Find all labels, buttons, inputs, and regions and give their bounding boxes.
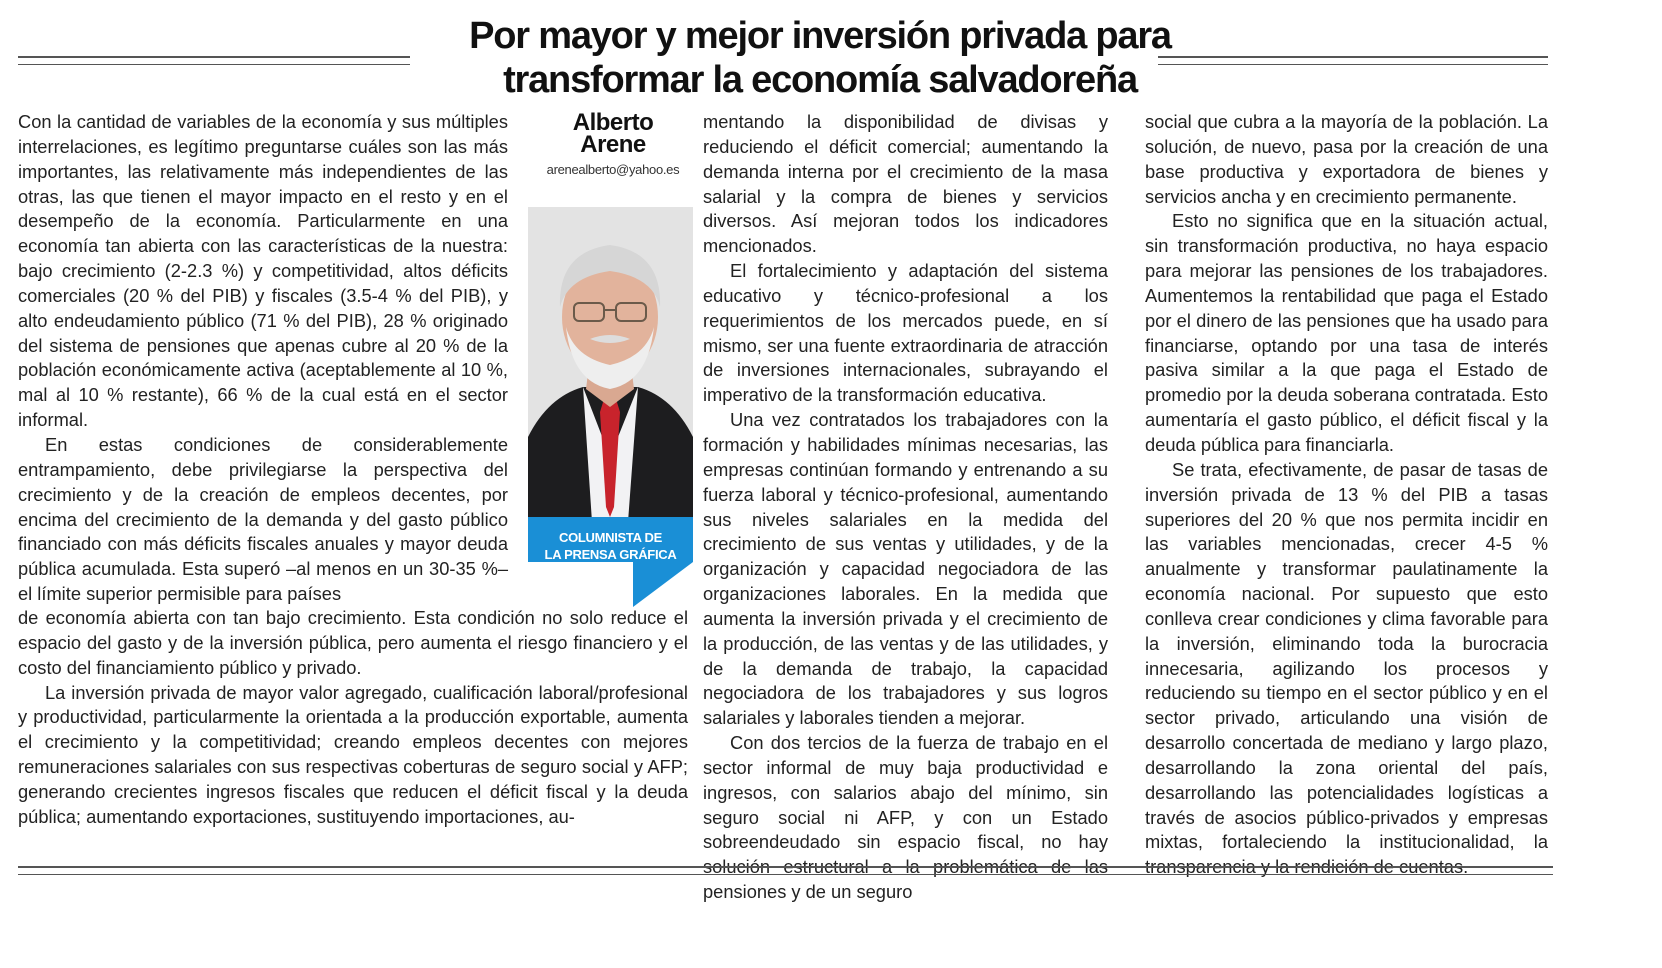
author-email: arenealberto@yahoo.es — [546, 162, 680, 177]
author-name — [528, 109, 698, 158]
column-1-bottom — [18, 606, 688, 830]
badge-text — [528, 529, 693, 563]
author-last-name: Arene — [580, 131, 646, 158]
paragraph: Una vez contratados los trabajadores con la formación y habilidades mínimas necesarias, las empresas continúan formando y entrenando a su fuerza laboral y técnico-profesional, aumentando sus niveles salariales en la medida del crecimiento de sus ventas y utilidades, y de la organización y capacidad negociadora de las organizaciones laborales. En la medida que aumenta la inversión privada y el crecimiento de la producción, de las ventas y de las utilidades, y de la demanda de trabajo, la capacidad negociadora de los trabajadores y sus logros salariales y laborales tienden a mejorar. — [703, 409, 1108, 729]
badge-line-2: LA PRENSA GRÁFICA — [544, 547, 677, 562]
paragraph: Esto no significa que en la situación actual, sin transformación productiva, no haya espacio para mejorar las pensiones de los trabajadores. Aumentemos la rentabilidad que paga el Estado por el dinero de las pensiones que ha usado para financiarse, optando por una tasa de interés pasiva similar a la que paga el Estado de promedio por la deuda soberana contratada. Esto aumentaría el gasto público, el déficit fiscal y la deuda pública para financiarla. — [1145, 210, 1548, 455]
column-3 — [1145, 110, 1548, 880]
author-first-name: Alberto — [572, 109, 654, 136]
paragraph: En estas condiciones de considerablemente entrampamiento, debe privilegiarse la perspectiva del crecimiento y de la creación de empleos decentes, por encima del crecimiento de la demanda y del gasto público financiado con más déficits fiscales anuales y mayor deuda pública acumulada. Esta superó –al menos en un 30-35 %– el límite superior permisible para países — [18, 433, 508, 605]
author-photo — [528, 207, 693, 522]
top-rule-right — [1158, 56, 1548, 65]
paragraph: de economía abierta con tan bajo crecimiento. Esta condición no solo reduce el espacio del gasto y de la inversión pública, pero aumenta el riesgo financiero y el costo del financiamiento público y privado. — [18, 607, 688, 678]
headline-line-1: Por mayor y mejor inversión privada para — [469, 15, 1171, 57]
author-box — [528, 109, 698, 612]
headline-line-2: transformar la economía salvadoreña — [503, 59, 1137, 101]
column-1-top — [18, 110, 508, 607]
column-2 — [703, 110, 1108, 905]
paragraph: Con la cantidad de variables de la economía y sus múltiples interrelaciones, es legítimo preguntarse cuáles son las más importantes, las relativamente más independientes de las otras, las que tienen el mayor impacto en el resto y en el desempeño de la economía. Particularmente en una economía tan abierta con las características de la nuestra: bajo crecimiento (2-2.3 %) y competitividad, altos déficits comerciales (20 % del PIB) y fiscales (3.5-4 % del PIB), y alto endeudamiento público (71 % del PIB), 28 % originado del sistema de pensiones que apenas cubre al 20 % de la población económicamente activa (aceptablemente al 10 %, mal al 10 % restante), 66 % de la cual está en el sector informal. — [18, 111, 508, 431]
bottom-rule — [18, 866, 1553, 875]
columnist-badge — [528, 517, 693, 607]
paragraph: Con dos tercios de la fuerza de trabajo en el sector informal de muy baja productividad e ingresos, con salarios abajo del mínimo, sin seguro social ni AFP, y con un Estado sobreendeudado sin espacio fiscal, no hay solución estructural a la problemática de las pensiones y de un seguro — [703, 732, 1108, 903]
paragraph: Se trata, efectivamente, de pasar de tasas de inversión privada de 13 % del PIB a tasas superiores del 20 % que nos permita incidir en las variables mencionadas, crecer 4-5 % anualmente y transformar paulatinamente la economía nacional. Por supuesto que esto conlleva crear condiciones y clima favorable para la inversión, eliminando toda la burocracia innecesaria, agilizando los procesos y reduciendo su tiempo en el sector público y en el sector privado, articulando una visión de desarrollo concertada de mediano y largo plazo, desarrollando la zona oriental del país, desarrollando las potencialidades logísticas a través de asocios público-privados y empresas mixtas, fortaleciendo la institucionalidad, la transparencia y la rendición de cuentas. — [1145, 458, 1548, 878]
badge-line-1: COLUMNISTA DE — [559, 530, 662, 545]
top-rule-left — [18, 56, 410, 65]
paragraph: social que cubra a la mayoría de la población. La solución, de nuevo, pasa por la creación de una base productiva y exportadora de bienes y servicios ancha y en crecimiento permanente. — [1145, 111, 1548, 207]
paragraph: El fortalecimiento y adaptación del sistema educativo y técnico-profesional a los requerimientos de los mercados puede, en sí mismo, ser una fuente extraordinaria de atracción de inversiones internacionales, subrayando el imperativo de la transformación educativa. — [703, 260, 1108, 406]
paragraph: La inversión privada de mayor valor agregado, cualificación laboral/profesional y productividad, particularmente la orientada a la producción exportable, aumenta el crecimiento y la competitividad; creando empleos decentes con mejores remuneraciones salariales con sus respectivas coberturas de seguro social y AFP; generando crecientes ingresos fiscales que reducen el déficit fiscal y la deuda pública; aumentando exportaciones, sustituyendo importaciones, au- — [18, 681, 688, 827]
article-headline — [430, 14, 1210, 102]
paragraph: mentando la disponibilidad de divisas y reduciendo el déficit comercial; aumentando la demanda interna por el crecimiento de la masa salarial y la compra de bienes y servicios diversos. Así mejoran todos los indicadores mencionados. — [703, 111, 1108, 257]
